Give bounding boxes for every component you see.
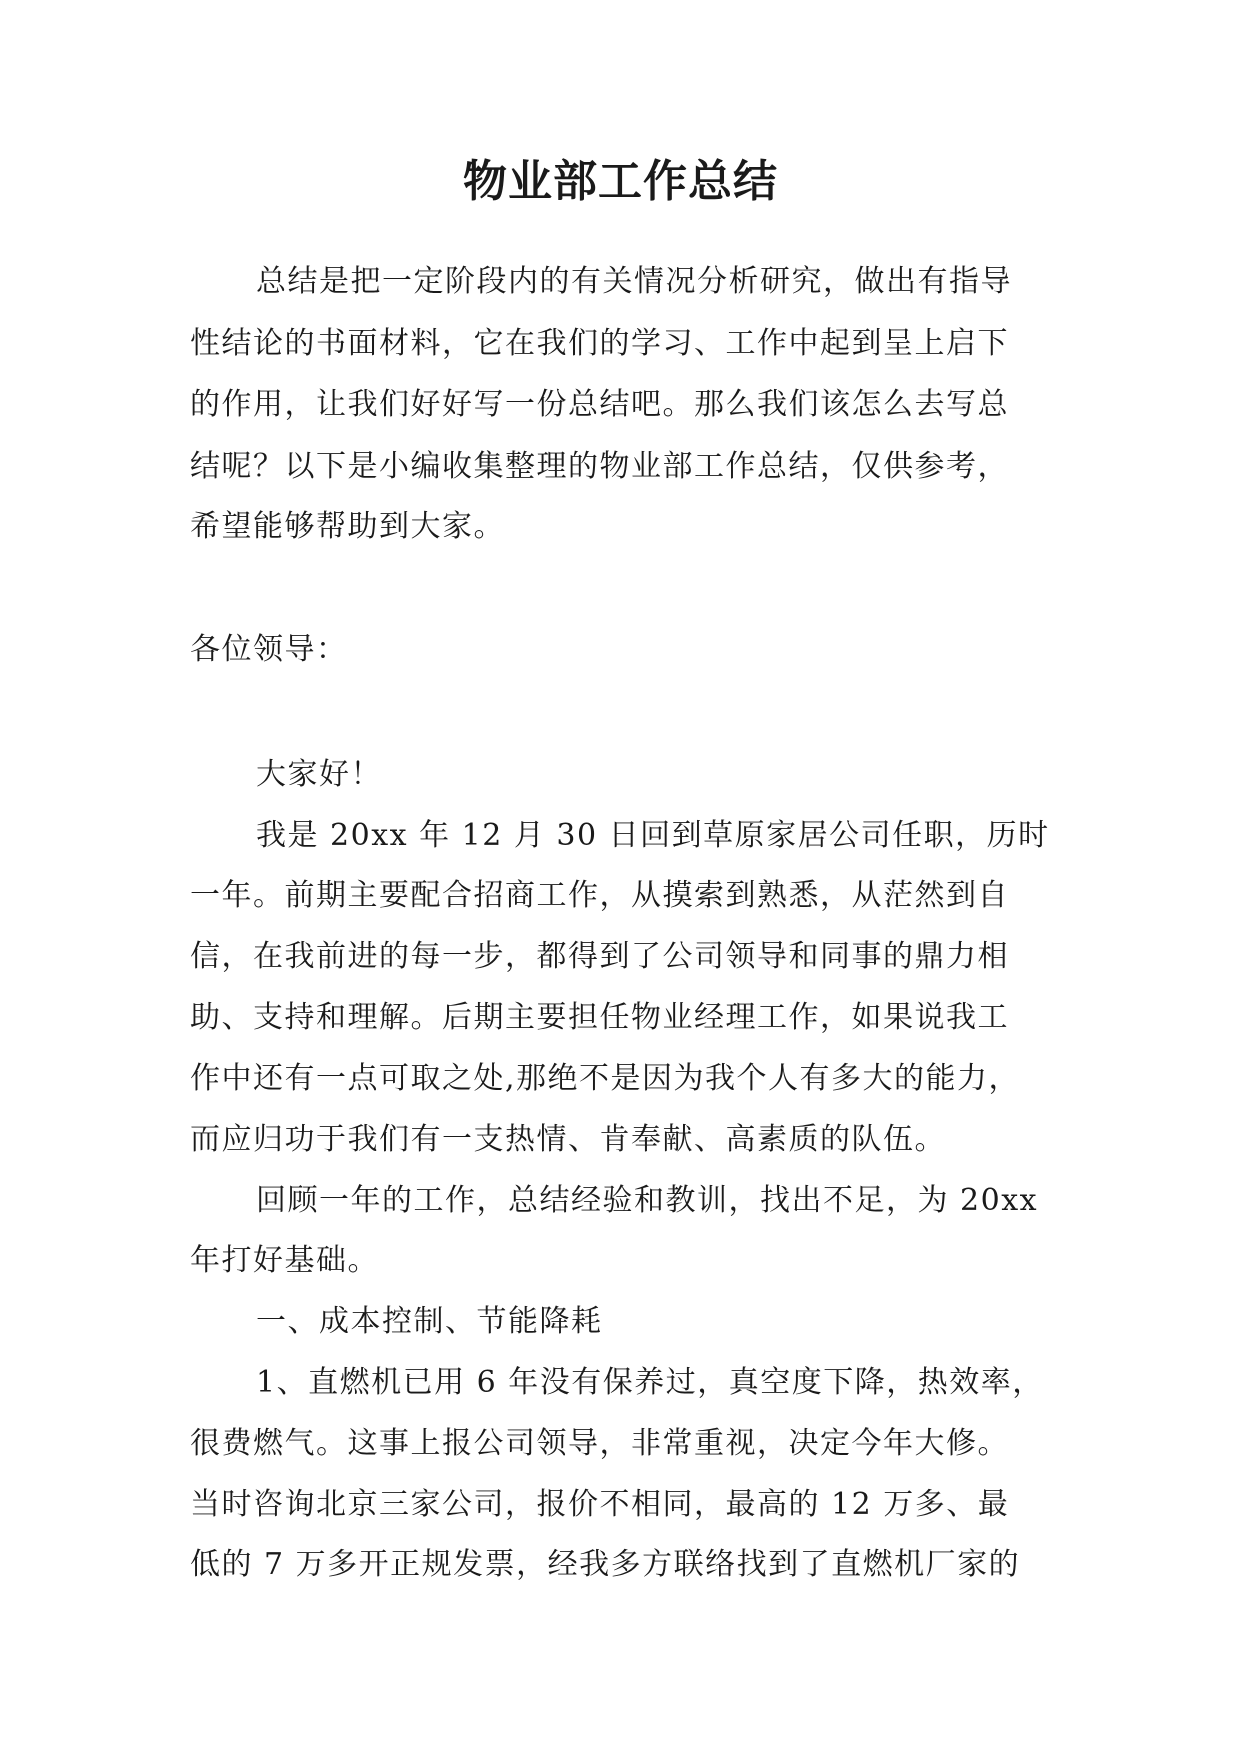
text-line: 作中还有一点可取之处,那绝不是因为我个人有多大的能力， (190, 1061, 1021, 1096)
text-line: 当时咨询北京三家公司，报价不相同，最高的 12 万多、最 (190, 1487, 1010, 1522)
text-line: 的作用，让我们好好写一份总结吧。那么我们该怎么去写总 (190, 387, 1009, 422)
section-heading: 一、成本控制、节能降耗 (256, 1304, 603, 1339)
greeting: 大家好！ (256, 757, 382, 792)
text-line: 低的 7 万多开正规发票，经我多方联络找到了直燃机厂家的 (190, 1547, 1021, 1582)
text-line: 一年。前期主要配合招商工作，从摸索到熟悉，从茫然到自 (190, 878, 1009, 913)
salutation: 各位领导： (190, 632, 348, 667)
text-line: 回顾一年的工作，总结经验和教训，找出不足，为 20xx (256, 1183, 1039, 1218)
text-line: 我是 20xx 年 12 月 30 日回到草原家居公司任职，历时 (256, 818, 1050, 853)
text-line: 性结论的书面材料，它在我们的学习、工作中起到呈上启下 (190, 326, 1009, 361)
text-line: 1、直燃机已用 6 年没有保养过，真空度下降，热效率， (256, 1365, 1044, 1400)
text-line: 很费燃气。这事上报公司领导，非常重视，决定今年大修。 (190, 1426, 1009, 1461)
text-line: 总结是把一定阶段内的有关情况分析研究，做出有指导 (256, 264, 1012, 299)
text-line: 而应归功于我们有一支热情、肯奉献、高素质的队伍。 (190, 1122, 946, 1157)
text-line: 助、支持和理解。后期主要担任物业经理工作，如果说我工 (190, 1000, 1009, 1035)
document-title: 物业部工作总结 (463, 156, 778, 207)
text-line: 年打好基础。 (190, 1243, 379, 1278)
text-line: 结呢？以下是小编收集整理的物业部工作总结，仅供参考， (190, 449, 1009, 484)
text-line: 希望能够帮助到大家。 (190, 509, 505, 544)
text-line: 信，在我前进的每一步，都得到了公司领导和同事的鼎力相 (190, 939, 1009, 974)
